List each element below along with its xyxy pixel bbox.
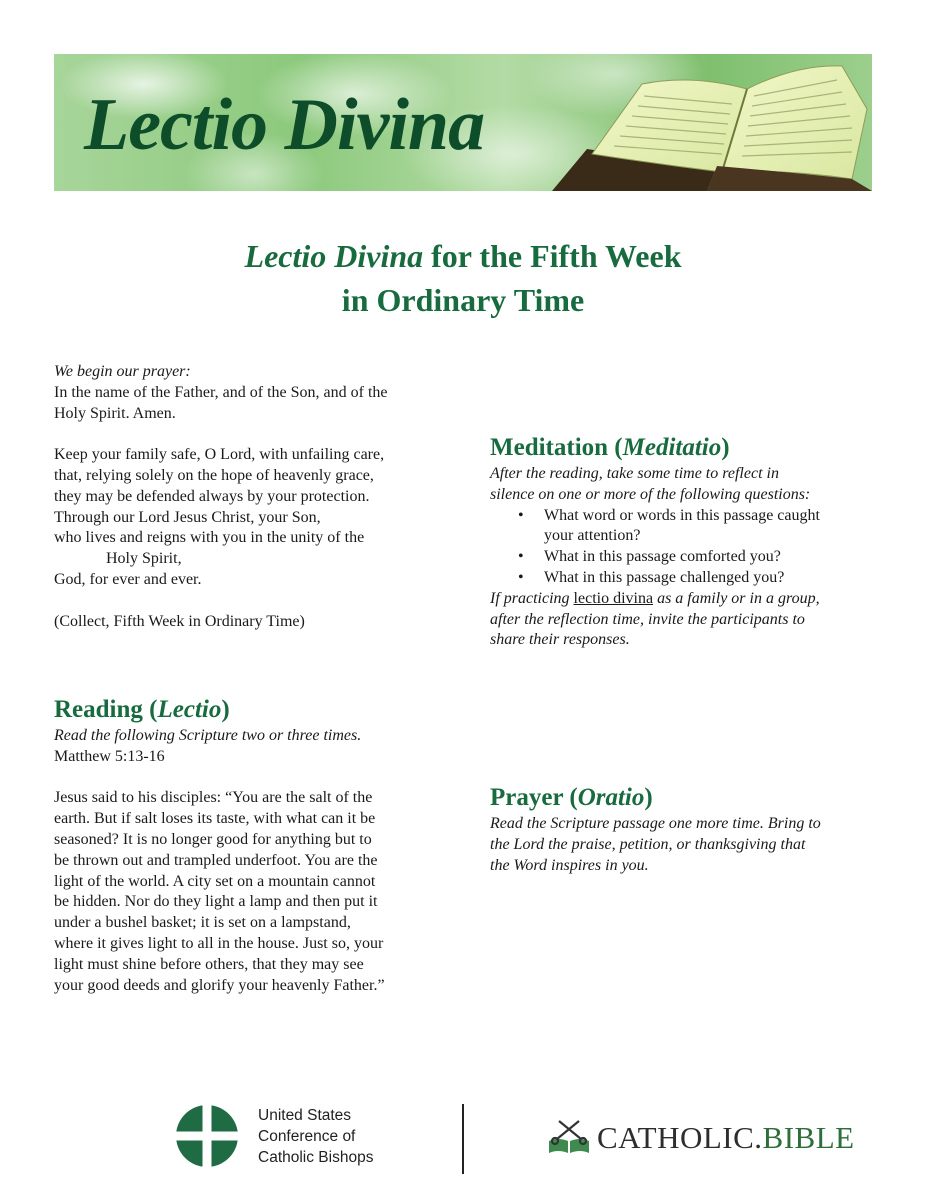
- page-title: [0, 234, 926, 322]
- open-bible-image: [532, 54, 872, 191]
- collect-line: God, for ever and ever.: [54, 570, 202, 588]
- lectio-divina-link[interactable]: lectio divina: [573, 589, 654, 607]
- catholic-bible-logo: CATHOLIC.BIBLE: [597, 1120, 855, 1155]
- opening-prayer: [54, 362, 454, 632]
- collect-line: Through our Lord Jesus Christ, your Son,: [54, 508, 321, 526]
- collect-line: that, relying solely on the hope of heavenly grace,: [54, 466, 374, 484]
- prayer-instruction: Read the Scripture passage one more time. Bring to: [490, 815, 821, 832]
- meditation-heading: Meditation (Meditatio): [490, 434, 730, 461]
- banner-title: Lectio Divina: [84, 84, 485, 166]
- invocation-line: Holy Spirit. Amen.: [54, 404, 176, 422]
- meditation-instruction: After the reading, take some time to reflect in: [490, 465, 779, 482]
- list-item: • What in this passage challenged you?: [490, 568, 890, 589]
- passage-line: light of the world. A city set on a mountain cannot: [54, 872, 376, 890]
- prayer-section: [490, 814, 890, 876]
- meditation-note: after the reflection time, invite the participants to: [490, 610, 805, 628]
- title-italic: Lectio Divina: [244, 238, 424, 274]
- header-banner: [54, 54, 872, 191]
- bullet-icon: •: [518, 506, 524, 524]
- collect-line: Keep your family safe, O Lord, with unfailing care,: [54, 446, 385, 464]
- list-item: • What word or words in this passage caught your attention?: [518, 506, 820, 545]
- passage-line: be hidden. Nor do they light a lamp and then put it: [54, 893, 378, 911]
- passage-line: light must shine before others, that they may see: [54, 955, 364, 973]
- prayer-instruction: the Lord the praise, petition, or thanksgiving that: [490, 835, 806, 853]
- footer-divider: [462, 1104, 464, 1174]
- scripture-citation: Matthew 5:13-16: [54, 747, 165, 765]
- keys-book-icon: [547, 1119, 591, 1155]
- invocation-line: In the name of the Father, and of the Son, and of the: [54, 383, 388, 401]
- prayer-heading: Prayer (Oratio): [490, 784, 653, 811]
- usccb-seal-icon: [175, 1104, 239, 1168]
- passage-line: earth. But if salt loses its taste, with what can it be: [54, 810, 376, 828]
- passage-line: seasoned? It is no longer good for anything but to: [54, 830, 372, 848]
- title-line1: for the Fifth Week: [423, 238, 682, 274]
- intro-lead: We begin our prayer:: [54, 363, 191, 380]
- bullet-icon: •: [518, 568, 524, 586]
- meditation-note: If practicing lectio divina as a family or in a group,: [490, 589, 820, 607]
- reading-heading: Reading (Lectio): [54, 696, 230, 723]
- meditation-instruction: silence on one or more of the following questions:: [490, 485, 811, 503]
- list-item: • What in this passage comforted you?: [490, 547, 890, 568]
- reading-section: [54, 726, 454, 996]
- collect-source: (Collect, Fifth Week in Ordinary Time): [54, 612, 305, 630]
- passage-line: your good deeds and glorify your heavenly Father.”: [54, 976, 385, 994]
- reading-instruction: Read the following Scripture two or three times.: [54, 727, 362, 744]
- passage-line: under a bushel basket; it is set on a lampstand,: [54, 914, 351, 932]
- passage-line: be thrown out and trampled underfoot. You are the: [54, 851, 378, 869]
- question-list: [490, 506, 890, 589]
- passage-line: Jesus said to his disciples: “You are the salt of the: [54, 789, 373, 807]
- usccb-logo-text: United States Conference of Catholic Bishops: [258, 1107, 374, 1166]
- collect-line: Holy Spirit,: [106, 550, 182, 568]
- title-line2: in Ordinary Time: [341, 282, 585, 318]
- passage-line: where it gives light to all in the house. Just so, your: [54, 934, 384, 952]
- prayer-instruction: the Word inspires in you.: [490, 856, 649, 874]
- collect-line: they may be defended always by your protection.: [54, 487, 370, 505]
- meditation-note: share their responses.: [490, 631, 630, 649]
- meditation-section: [490, 464, 890, 651]
- collect-line: who lives and reigns with you in the unity of the: [54, 529, 365, 547]
- bullet-icon: •: [518, 548, 524, 566]
